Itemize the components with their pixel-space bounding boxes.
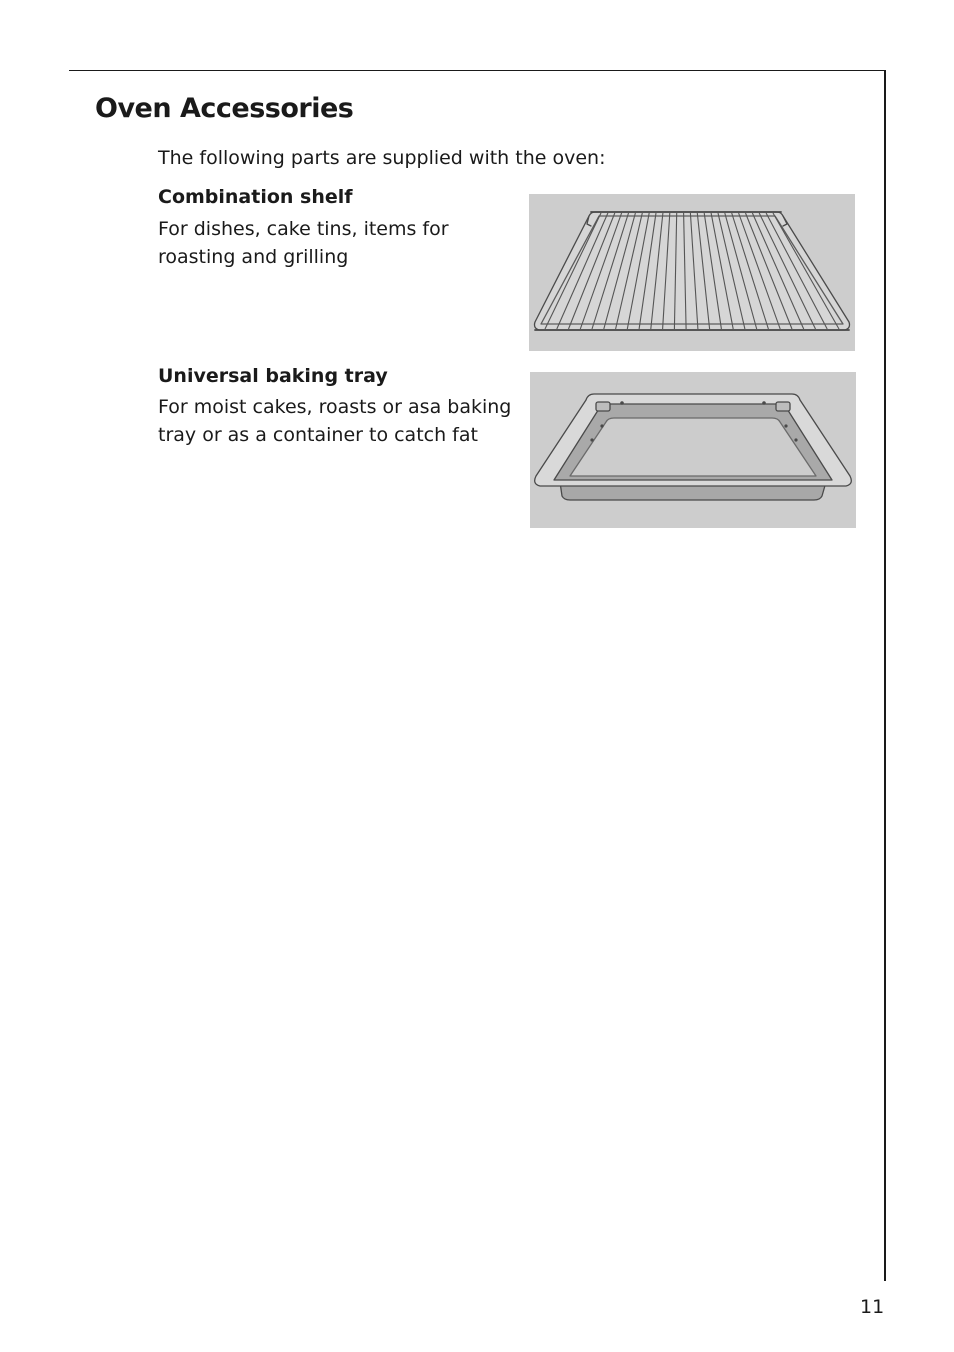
top-rule [69,70,886,71]
page-title: Oven Accessories [95,93,354,124]
wire-shelf-illustration [529,194,855,351]
baking-tray-heading: Universal baking tray [158,365,388,387]
description-line: For dishes, cake tins, items for [158,218,449,240]
side-rule [884,70,886,1281]
baking-tray-description [158,393,511,449]
intro-text: The following parts are supplied with the oven: [158,147,606,169]
description-line: tray or as a container to catch fat [158,424,478,446]
wire-shelf-drawing [529,194,855,351]
description-line: For moist cakes, roasts or asa baking [158,396,512,418]
baking-tray-illustration [530,372,856,528]
description-line: roasting and grilling [158,246,349,268]
page-number: 11 [860,1296,885,1318]
baking-tray-drawing [530,372,856,528]
combination-shelf-heading: Combination shelf [158,186,353,208]
combination-shelf-description [158,215,449,271]
